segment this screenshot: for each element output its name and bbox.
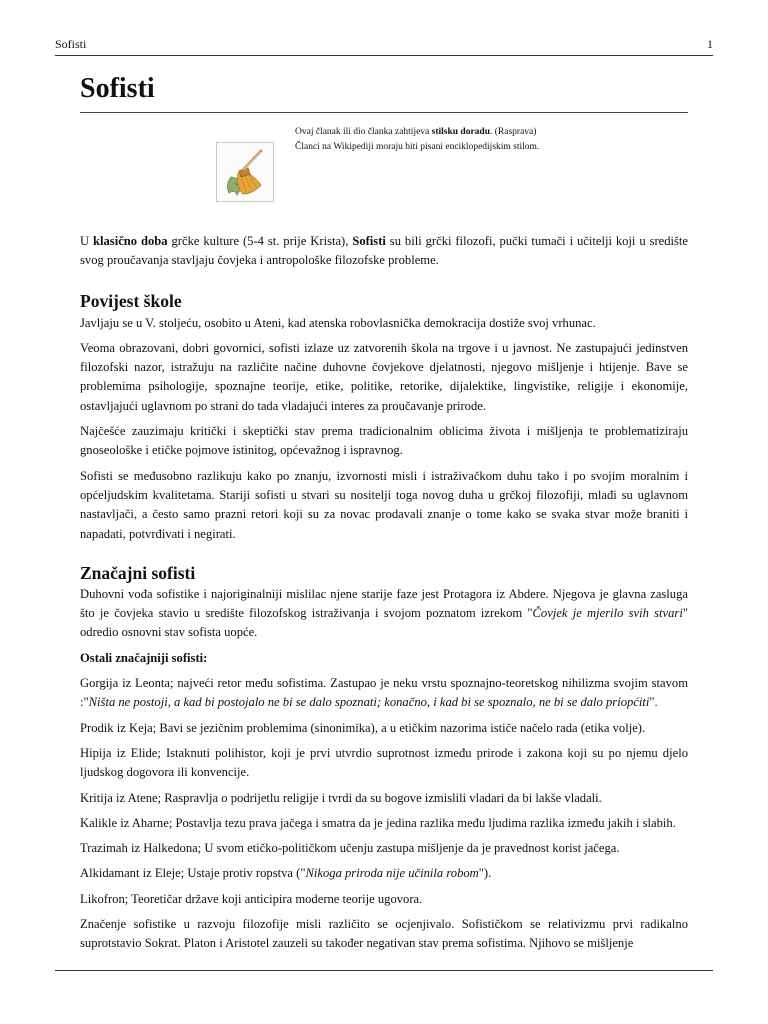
article-body	[80, 72, 688, 960]
others-label: Ostali značajniji sofisti:	[80, 650, 208, 665]
history-paragraph: Sofisti se međusobno razlikuju kako po znanju, izvornosti misli i istraživačkom duhu tako i po svojim moralnim i općeljudskim kvalitetama. Stariji sofisti u stvari su nositelji toga novog duha u grčkoj filozofiji, mlađi su uglavnom nastavljači, a često samo prazni retori koji su za novac prodavali znanje o tome kako se svaka stvar može braniti i napadati, potvrđivati i negirati.	[80, 468, 688, 541]
page-number: 1	[707, 37, 713, 51]
broom-icon	[216, 142, 274, 202]
notice-bold-link[interactable]: stilsku doradu	[431, 127, 490, 137]
sophist-entry: Kalikle iz Aharne; Postavlja tezu prava jačega i smatra da je jedina razlika među ljudima razlika između jakih i slabih.	[80, 815, 676, 830]
history-paragraph: Veoma obrazovani, dobri govornici, sofisti izlaze uz zatvorenih škola na trgove i u javnost. Ne zastupajući jedinstven filozofski nazor, istražuju na različite načine duhovne čovjekove djelatnosti, njegovo mišljenje i htijenje. Bave se problemima psihologije, spoznajne teorije, etike, politike, retorike, dijalektike, lingvistike, religije i ekonomije, ostavljajući uglavnom po strani do tada vladajući interes za proučavanje prirode.	[80, 340, 688, 413]
sophist-entry: Gorgija iz Leonta; najveći retor među sofistima. Zastupao je neku vrstu spoznajno-teoretskog nihilizma svojim stavom :"Ništa ne postoji, a kad bi postojalo ne bi se dalo spoznati; konačno, i kad bi se spoznalo, ne bi se dalo priopćiti".	[80, 676, 688, 710]
header-divider	[55, 55, 713, 56]
history-paragraph: Javljaju se u V. stoljeću, osobito u Ateni, kad atenska robovlasnička demokracija dostiže svoj vrhunac.	[80, 315, 596, 330]
sophist-entry: Likofron; Teoretičar države koji anticipira moderne teorije ugovora.	[80, 891, 423, 906]
classical-era-link[interactable]: klasično doba	[93, 234, 168, 248]
sophist-entry: Prodik iz Keja; Bavi se jezičnim problemima (sinonimika), a u etičkim nazorima ističe načelo rada (etika volje).	[80, 720, 646, 735]
intro-paragraph: U klasično doba grčke kulture (5-4 st. prije Krista), Sofisti su bili grčki filozofi, pučki tumači i učitelji koji u središte svog proučavanja stavljaju čovjeka i antropološke filozofske probleme.	[80, 234, 689, 268]
section-heading-history: Povijest škole	[80, 290, 182, 311]
article-title: Sofisti	[80, 72, 688, 113]
sophist-entry: Trazimah iz Halkedona; U svom etičko-političkom učenju zastupa mišljenje da je pravednost korist jačega.	[80, 841, 620, 856]
style-notice	[80, 129, 688, 215]
sophists-term: Sofisti	[352, 234, 386, 248]
running-header-title: Sofisti	[55, 37, 87, 51]
sophist-entry: Kritija iz Atene; Raspravlja o podrijetlu religije i tvrdi da su bogove izmislili vladari da bi lakše vladali.	[80, 790, 602, 805]
protagora-paragraph: Duhovni vođa sofistike i najoriginalniji mislilac njene starije faze jest Protagora iz Abdere. Njegova je glavna zasluga što je čovjeka stavio u središte filozofskog istraživanja i svojom poznatom izrekom "Čovjek je mjerilo svih stvari" odredio osnovni stav sofista uopće.	[80, 586, 688, 640]
running-header	[55, 36, 713, 52]
sophist-entry: Alkidamant iz Eleje; Ustaje protiv ropstva ("Nikoga priroda nije učinila robom").	[80, 866, 492, 881]
significance-paragraph: Značenje sofistike u razvoju filozofije misli različito se ocjenjivalo. Sofističkom se relativizmu prvi radikalno suprotstavio Sokrat. Platon i Aristotel zauzeli su također negativan stav prema sofistima. Njihovo se mišljenje	[80, 917, 688, 951]
sophist-entry: Hipija iz Elide; Istaknuti polihistor, koji je prvi utvrdio suprotnost između prirode i zakona koji su po njemu djelo ljudskog dogovora ili konvencije.	[80, 745, 688, 780]
section-heading-notable: Značajni sofisti	[80, 562, 196, 583]
history-paragraph: Najčešće zauzimaju kritički i skeptički stav prema tradicionalnim oblicima života i mišljenja te problematiziraju gnoseološke i etičke pojmove istinitog, općevažnog i ispravnog.	[80, 424, 688, 458]
footer-divider	[55, 970, 713, 971]
notice-text: Ovaj članak ili dio članka zahtijeva stilsku doradu. (Rasprava) Članci na Wikipediji moraju biti pisani enciklopedijskim stilom.	[295, 127, 540, 152]
